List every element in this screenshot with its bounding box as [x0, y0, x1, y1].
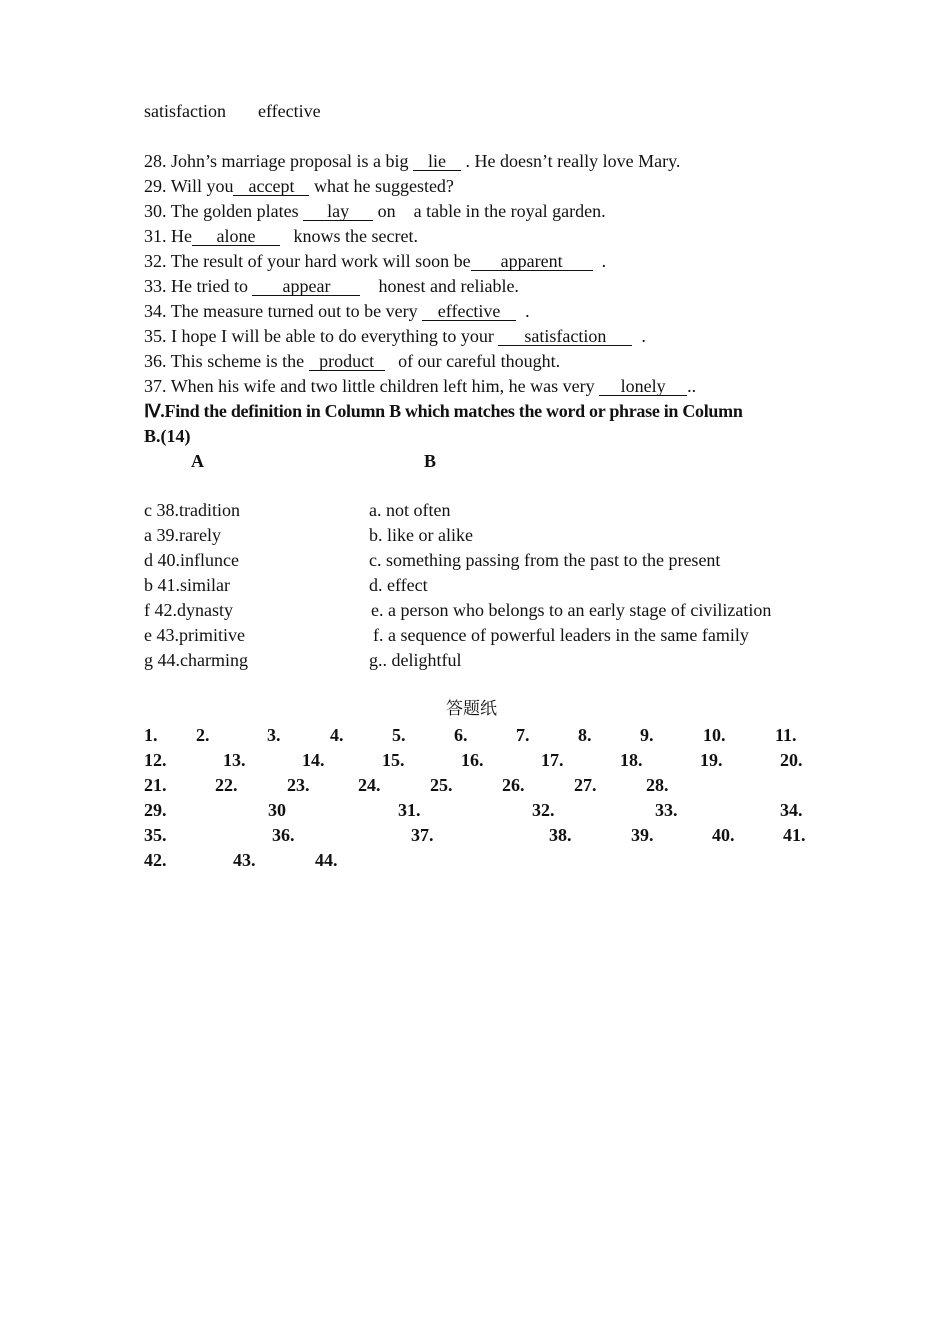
answer-number: 10. — [703, 725, 726, 745]
sentence-33: 33. He tried to appear honest and reliable. — [144, 276, 519, 296]
answer-number: 11. — [775, 725, 797, 745]
answer-number: 14. — [302, 750, 325, 770]
column-b-item: b. like or alike — [369, 525, 473, 545]
column-b-item: c. something passing from the past to the present — [369, 550, 721, 570]
answer-number: 33. — [655, 800, 678, 820]
answer-number: 35. — [144, 825, 167, 845]
answer-number: 1. — [144, 725, 158, 745]
column-a-item: e 43.primitive — [144, 625, 245, 645]
answer-number: 18. — [620, 750, 643, 770]
answer-blank: alone — [192, 227, 280, 246]
answer-number: 25. — [430, 775, 453, 795]
answer-number: 30 — [268, 800, 286, 820]
answer-number: 36. — [272, 825, 295, 845]
answer-number: 37. — [411, 825, 434, 845]
answer-blank: product — [309, 352, 385, 371]
answer-number: 31. — [398, 800, 421, 820]
column-a-item: a 39.rarely — [144, 525, 221, 545]
answer-blank: effective — [422, 302, 516, 321]
sentence-36: 36. This scheme is the product of our careful thought. — [144, 351, 561, 371]
answer-number: 41. — [783, 825, 806, 845]
answer-number: 39. — [631, 825, 654, 845]
answer-blank: lonely — [599, 377, 687, 396]
answer-number: 32. — [532, 800, 555, 820]
answer-number: 44. — [315, 850, 338, 870]
answer-number: 20. — [780, 750, 803, 770]
sentence-34: 34. The measure turned out to be very effective . — [144, 301, 530, 321]
answer-number: 23. — [287, 775, 310, 795]
column-b-item: e. a person who belongs to an early stage of civilization — [371, 600, 772, 620]
column-b-item: f. a sequence of powerful leaders in the same family — [373, 625, 749, 645]
answer-blank: lay — [303, 202, 373, 221]
answer-blank: accept — [233, 177, 309, 196]
answer-number: 38. — [549, 825, 572, 845]
sentence-32: 32. The result of your hard work will soon be apparent . — [144, 251, 607, 271]
column-a-header: A — [191, 451, 204, 471]
answer-number: 2. — [196, 725, 210, 745]
word-bank-item: satisfaction — [144, 101, 226, 121]
answer-number: 13. — [223, 750, 246, 770]
answer-blank: lie — [413, 152, 461, 171]
sentence-29: 29. Will you accept what he suggested? — [144, 176, 454, 196]
answer-number: 42. — [144, 850, 167, 870]
answer-blank: apparent — [471, 252, 593, 271]
answer-number: 22. — [215, 775, 238, 795]
answer-number: 21. — [144, 775, 167, 795]
answer-number: 6. — [454, 725, 468, 745]
column-b-item: d. effect — [369, 575, 428, 595]
answer-number: 15. — [382, 750, 405, 770]
answer-blank: satisfaction — [498, 327, 632, 346]
answer-blank: appear — [252, 277, 360, 296]
section-iv-title-cont: B.(14) — [144, 426, 191, 446]
answer-number: 40. — [712, 825, 735, 845]
column-a-item: d 40.influnce — [144, 550, 239, 570]
sentence-31: 31. He alone knows the secret. — [144, 226, 418, 246]
sentence-37: 37. When his wife and two little children left him, he was very lonely .. — [144, 376, 697, 396]
answer-number: 19. — [700, 750, 723, 770]
answer-number: 9. — [640, 725, 654, 745]
sentence-35: 35. I hope I will be able to do everything to your satisfaction . — [144, 326, 646, 346]
answer-number: 12. — [144, 750, 167, 770]
column-a-item: b 41.similar — [144, 575, 230, 595]
answer-number: 8. — [578, 725, 592, 745]
column-b-item: a. not often — [369, 500, 451, 520]
answer-number: 4. — [330, 725, 344, 745]
answer-number: 24. — [358, 775, 381, 795]
column-a-item: c 38.tradition — [144, 500, 240, 520]
answer-number: 28. — [646, 775, 669, 795]
answer-sheet-title: 答题纸 — [446, 699, 497, 719]
answer-number: 34. — [780, 800, 803, 820]
answer-number: 26. — [502, 775, 525, 795]
section-iv-title: Ⅳ.Find the definition in Column B which matches the word or phrase in Column — [144, 401, 743, 421]
sentence-28: 28. John’s marriage proposal is a big lie . He doesn’t really love Mary. — [144, 151, 681, 171]
answer-number: 3. — [267, 725, 281, 745]
word-bank-item: effective — [258, 101, 321, 121]
answer-number: 7. — [516, 725, 530, 745]
column-b-header: B — [424, 451, 437, 471]
column-b-item: g.. delightful — [369, 650, 462, 670]
answer-number: 5. — [392, 725, 406, 745]
answer-number: 16. — [461, 750, 484, 770]
column-a-item: f 42.dynasty — [144, 600, 233, 620]
answer-number: 43. — [233, 850, 256, 870]
sentence-30: 30. The golden plates lay on a table in the royal garden. — [144, 201, 606, 221]
answer-number: 27. — [574, 775, 597, 795]
answer-number: 17. — [541, 750, 564, 770]
answer-number: 29. — [144, 800, 167, 820]
column-a-item: g 44.charming — [144, 650, 248, 670]
